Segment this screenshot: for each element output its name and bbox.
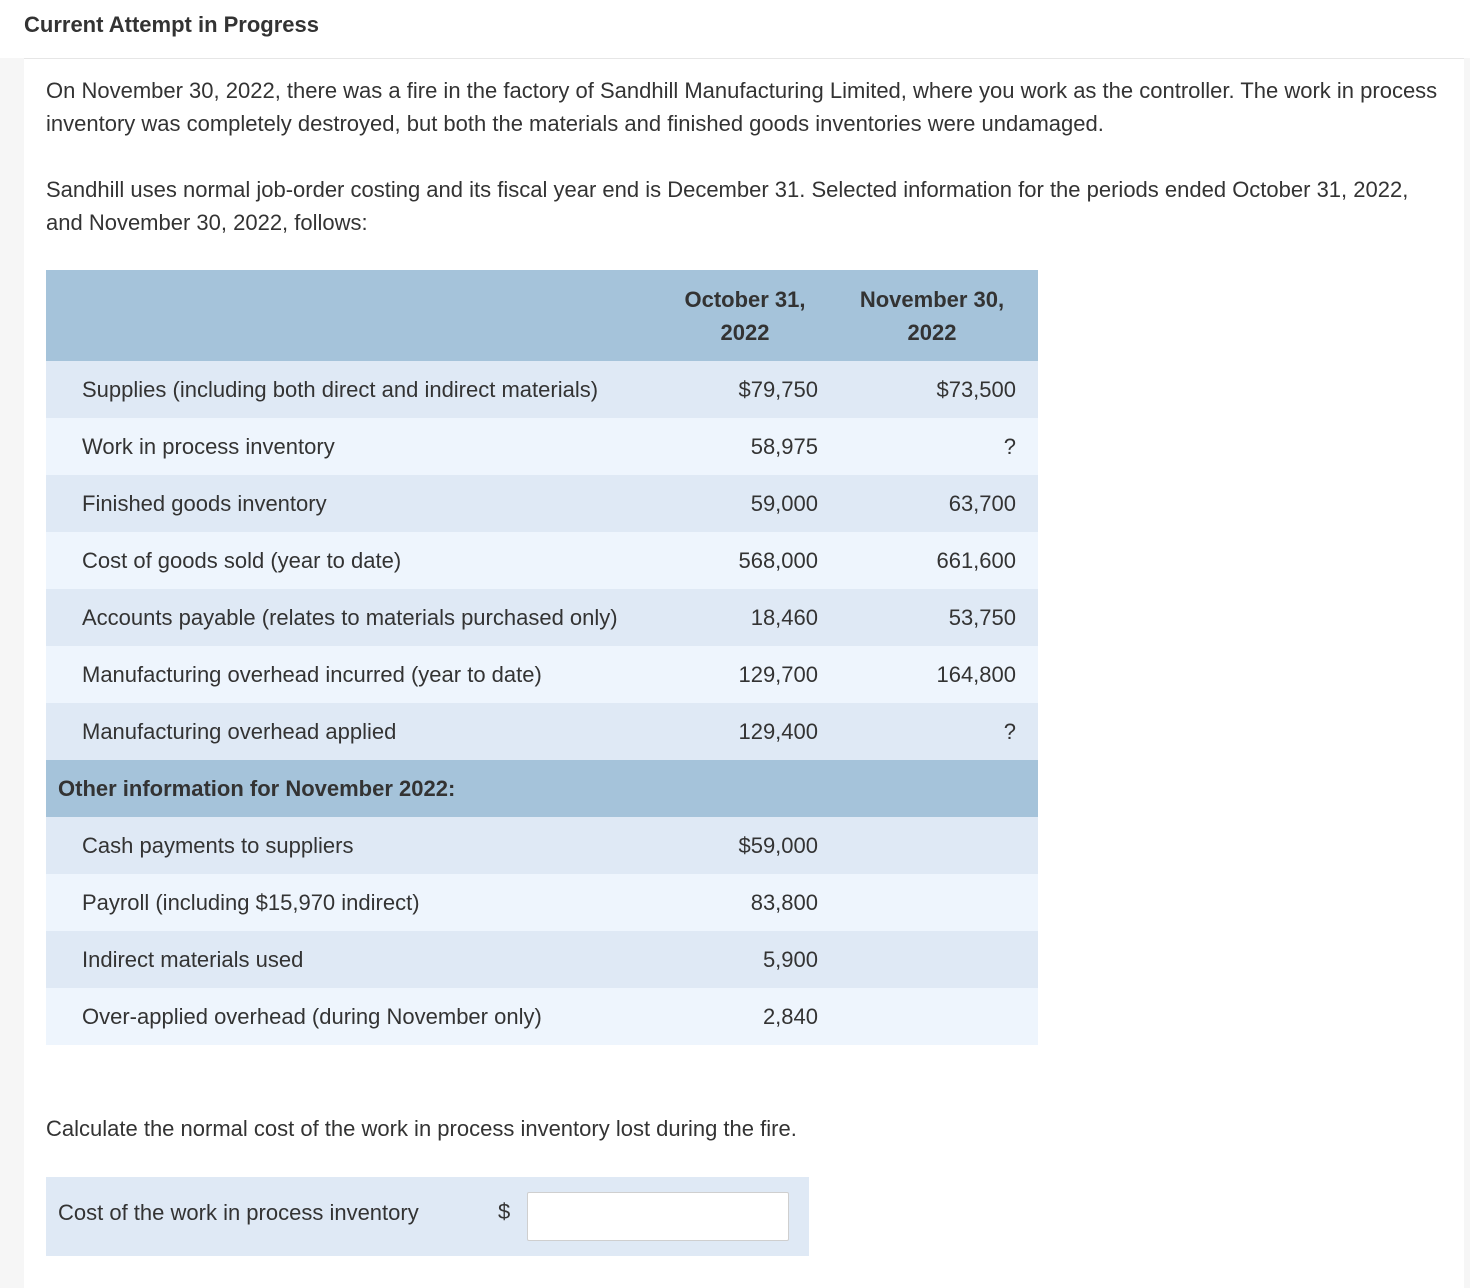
table-row: Cost of goods sold (year to date) 568,000 661,600 xyxy=(46,532,1038,589)
table-header-row xyxy=(46,270,1038,361)
answer-label: Cost of the work in process inventory xyxy=(58,1200,419,1225)
section-title: Other information for November 2022: xyxy=(58,775,456,801)
question-prompt: Calculate the normal cost of the work in process inventory lost during the fire. xyxy=(46,1116,797,1141)
table-row: Supplies (including both direct and indirect materials) $79,750 $73,500 xyxy=(46,361,1038,418)
intro-paragraph-1: On November 30, 2022, there was a fire in the factory of Sandhill Manufacturing Limited, where you work as the controller. The work in process inventory was completely destroyed, but both the materials and finished goods inventories were undamaged. xyxy=(46,78,1438,136)
table-row: Cash payments to suppliers $59,000 xyxy=(46,817,1038,874)
page-title: Current Attempt in Progress xyxy=(24,12,320,37)
wip-cost-input[interactable] xyxy=(527,1192,789,1241)
table-row: Over-applied overhead (during November only) 2,840 xyxy=(46,988,1038,1045)
currency-symbol: $ xyxy=(498,1199,511,1224)
table-row: Manufacturing overhead incurred (year to date) 129,700 164,800 xyxy=(46,646,1038,703)
table-row: Indirect materials used 5,900 xyxy=(46,931,1038,988)
table-row: Accounts payable (relates to materials purchased only) 18,460 53,750 xyxy=(46,589,1038,646)
column-header-nov: November 30, 2022 xyxy=(859,286,1005,345)
question-card xyxy=(24,58,1464,1288)
table-row: Manufacturing overhead applied 129,400 ? xyxy=(46,703,1038,760)
header-bar xyxy=(0,0,1470,58)
data-table xyxy=(46,270,1038,1045)
table-row: Work in process inventory 58,975 ? xyxy=(46,418,1038,475)
section-header-row xyxy=(46,760,1038,817)
table-row: Finished goods inventory 59,000 63,700 xyxy=(46,475,1038,532)
table-row: Payroll (including $15,970 indirect) 83,800 xyxy=(46,874,1038,931)
column-header-oct: October 31, 2022 xyxy=(684,286,806,345)
answer-row xyxy=(46,1177,809,1256)
intro-paragraph-2: Sandhill uses normal job-order costing and its fiscal year end is December 31. Selected information for the periods ended October 31, 2022, and November 30, 2022, follows: xyxy=(46,177,1409,235)
